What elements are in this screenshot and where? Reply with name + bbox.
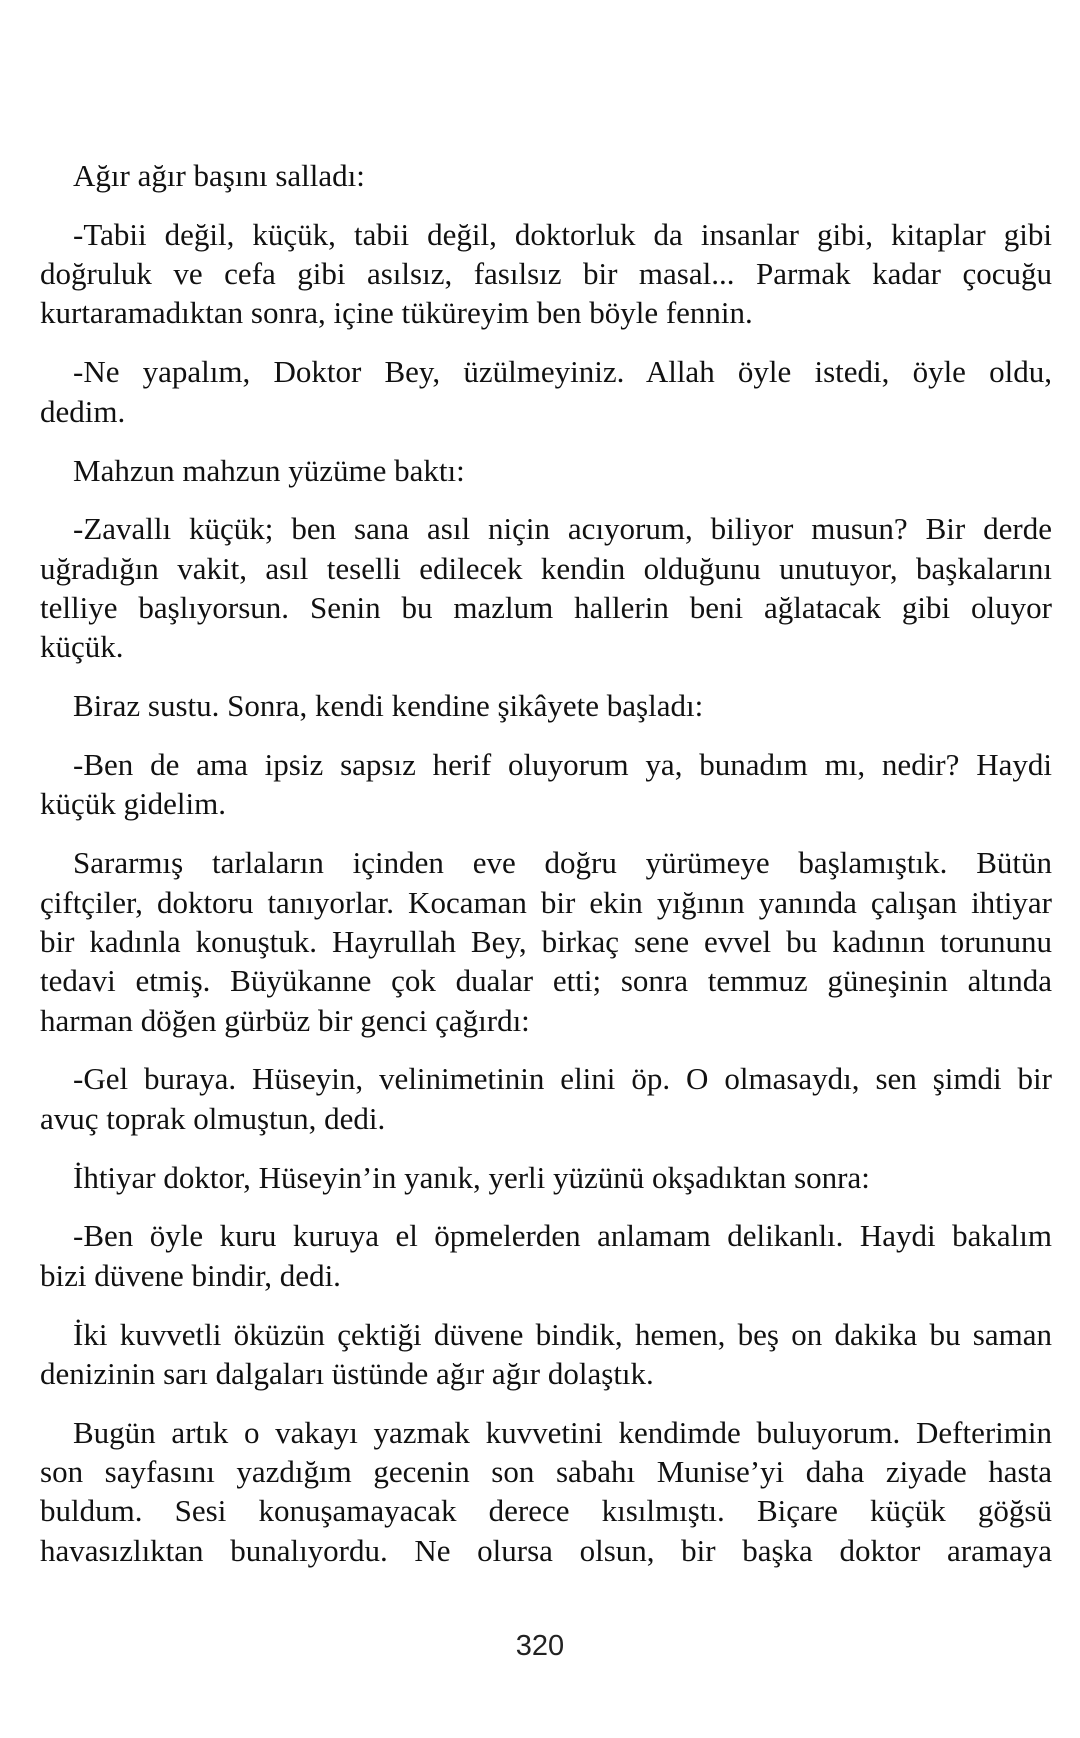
paragraph [40,509,1052,666]
paragraph [40,156,1052,195]
paragraph [40,215,1052,333]
text-line: doğruluk ve cefa gibi asılsız, fasılsız bir masal... Parmak kadar çocuğu [40,256,1052,292]
text-line: telliye başlıyorsun. Senin bu mazlum hallerin beni ağlatacak gibi oluyor [40,590,1052,626]
paragraph [40,1216,1052,1295]
text-line: çiftçiler, doktoru tanıyorlar. Kocaman bir ekin yığının yanında çalışan ihtiyar [40,884,1052,920]
text-line: -Zavallı küçük; ben sana asıl niçin acıyorum, biliyor musun? Bir derde [73,511,1052,547]
page-body-text [40,156,1052,1590]
text-line: buldum. Sesi konuşamayacak derece kısılmıştı. Biçare küçük göğsü [40,1493,1052,1529]
text-line: havasızlıktan bunalıyordu. Ne olursa olsun, bir başka doktor aramaya [40,1532,1052,1568]
text-line: -Gel buraya. Hüseyin, velinimetinin elini öp. O olmasaydı, sen şimdi bir [73,1061,1052,1097]
text-line: dedim. [40,393,126,429]
text-line: denizinin sarı dalgaları üstünde ağır ağır dolaştık. [40,1355,654,1391]
paragraph [40,352,1052,431]
paragraph [40,1158,1052,1197]
text-line: İki kuvvetli öküzün çektiği düvene bindik, hemen, beş on dakika bu saman [73,1316,1052,1352]
text-line: tedavi etmiş. Büyükanne çok dualar etti; sonra temmuz güneşinin altında [40,963,1052,999]
text-line: -Ben öyle kuru kuruya el öpmelerden anlamam delikanlı. Haydi bakalım [73,1218,1052,1254]
text-line: Bugün artık o vakayı yazmak kuvvetini kendimde buluyorum. Defterimin [73,1414,1052,1450]
paragraph [40,1413,1052,1570]
paragraph [40,686,1052,725]
text-line: son sayfasını yazdığım gecenin son sabahı Munise’yi daha ziyade hasta [40,1454,1052,1490]
text-line: bizi düvene bindir, dedi. [40,1257,341,1293]
text-line: bir kadınla konuştuk. Hayrullah Bey, birkaç sene evvel bu kadının torununu [40,923,1052,959]
text-line: kurtaramadıktan sonra, içine tüküreyim ben böyle fennin. [40,295,753,331]
text-line: Ağır ağır başını salladı: [73,158,365,193]
text-line: -Tabii değil, küçük, tabii değil, doktorluk da insanlar gibi, kitaplar gibi [73,216,1052,252]
text-line: -Ne yapalım, Doktor Bey, üzülmeyiniz. Allah öyle istedi, öyle oldu, [73,354,1052,390]
text-line: Sararmış tarlaların içinden eve doğru yürümeye başlamıştık. Bütün [73,845,1052,881]
paragraph [40,451,1052,490]
text-line: küçük. [40,629,124,665]
text-line: -Ben de ama ipsiz sapsız herif oluyorum ya, bunadım mı, nedir? Haydi [73,747,1052,783]
paragraph [40,843,1052,1039]
text-line: uğradığın vakit, asıl teselli edilecek kendin olduğunu unutuyor, başkalarını [40,550,1052,586]
paragraph [40,1315,1052,1394]
text-line: Biraz sustu. Sonra, kendi kendine şikâyete başladı: [73,688,704,724]
text-line: Mahzun mahzun yüzüme baktı: [73,452,465,488]
text-line: harman döğen gürbüz bir genci çağırdı: [40,1002,530,1038]
paragraph [40,1059,1052,1138]
paragraph [40,745,1052,824]
text-line: küçük gidelim. [40,786,226,822]
text-line: avuç toprak olmuştun, dedi. [40,1100,386,1136]
page-number: 320 [515,1630,565,1662]
text-line: İhtiyar doktor, Hüseyin’in yanık, yerli yüzünü okşadıktan sonra: [73,1159,870,1195]
